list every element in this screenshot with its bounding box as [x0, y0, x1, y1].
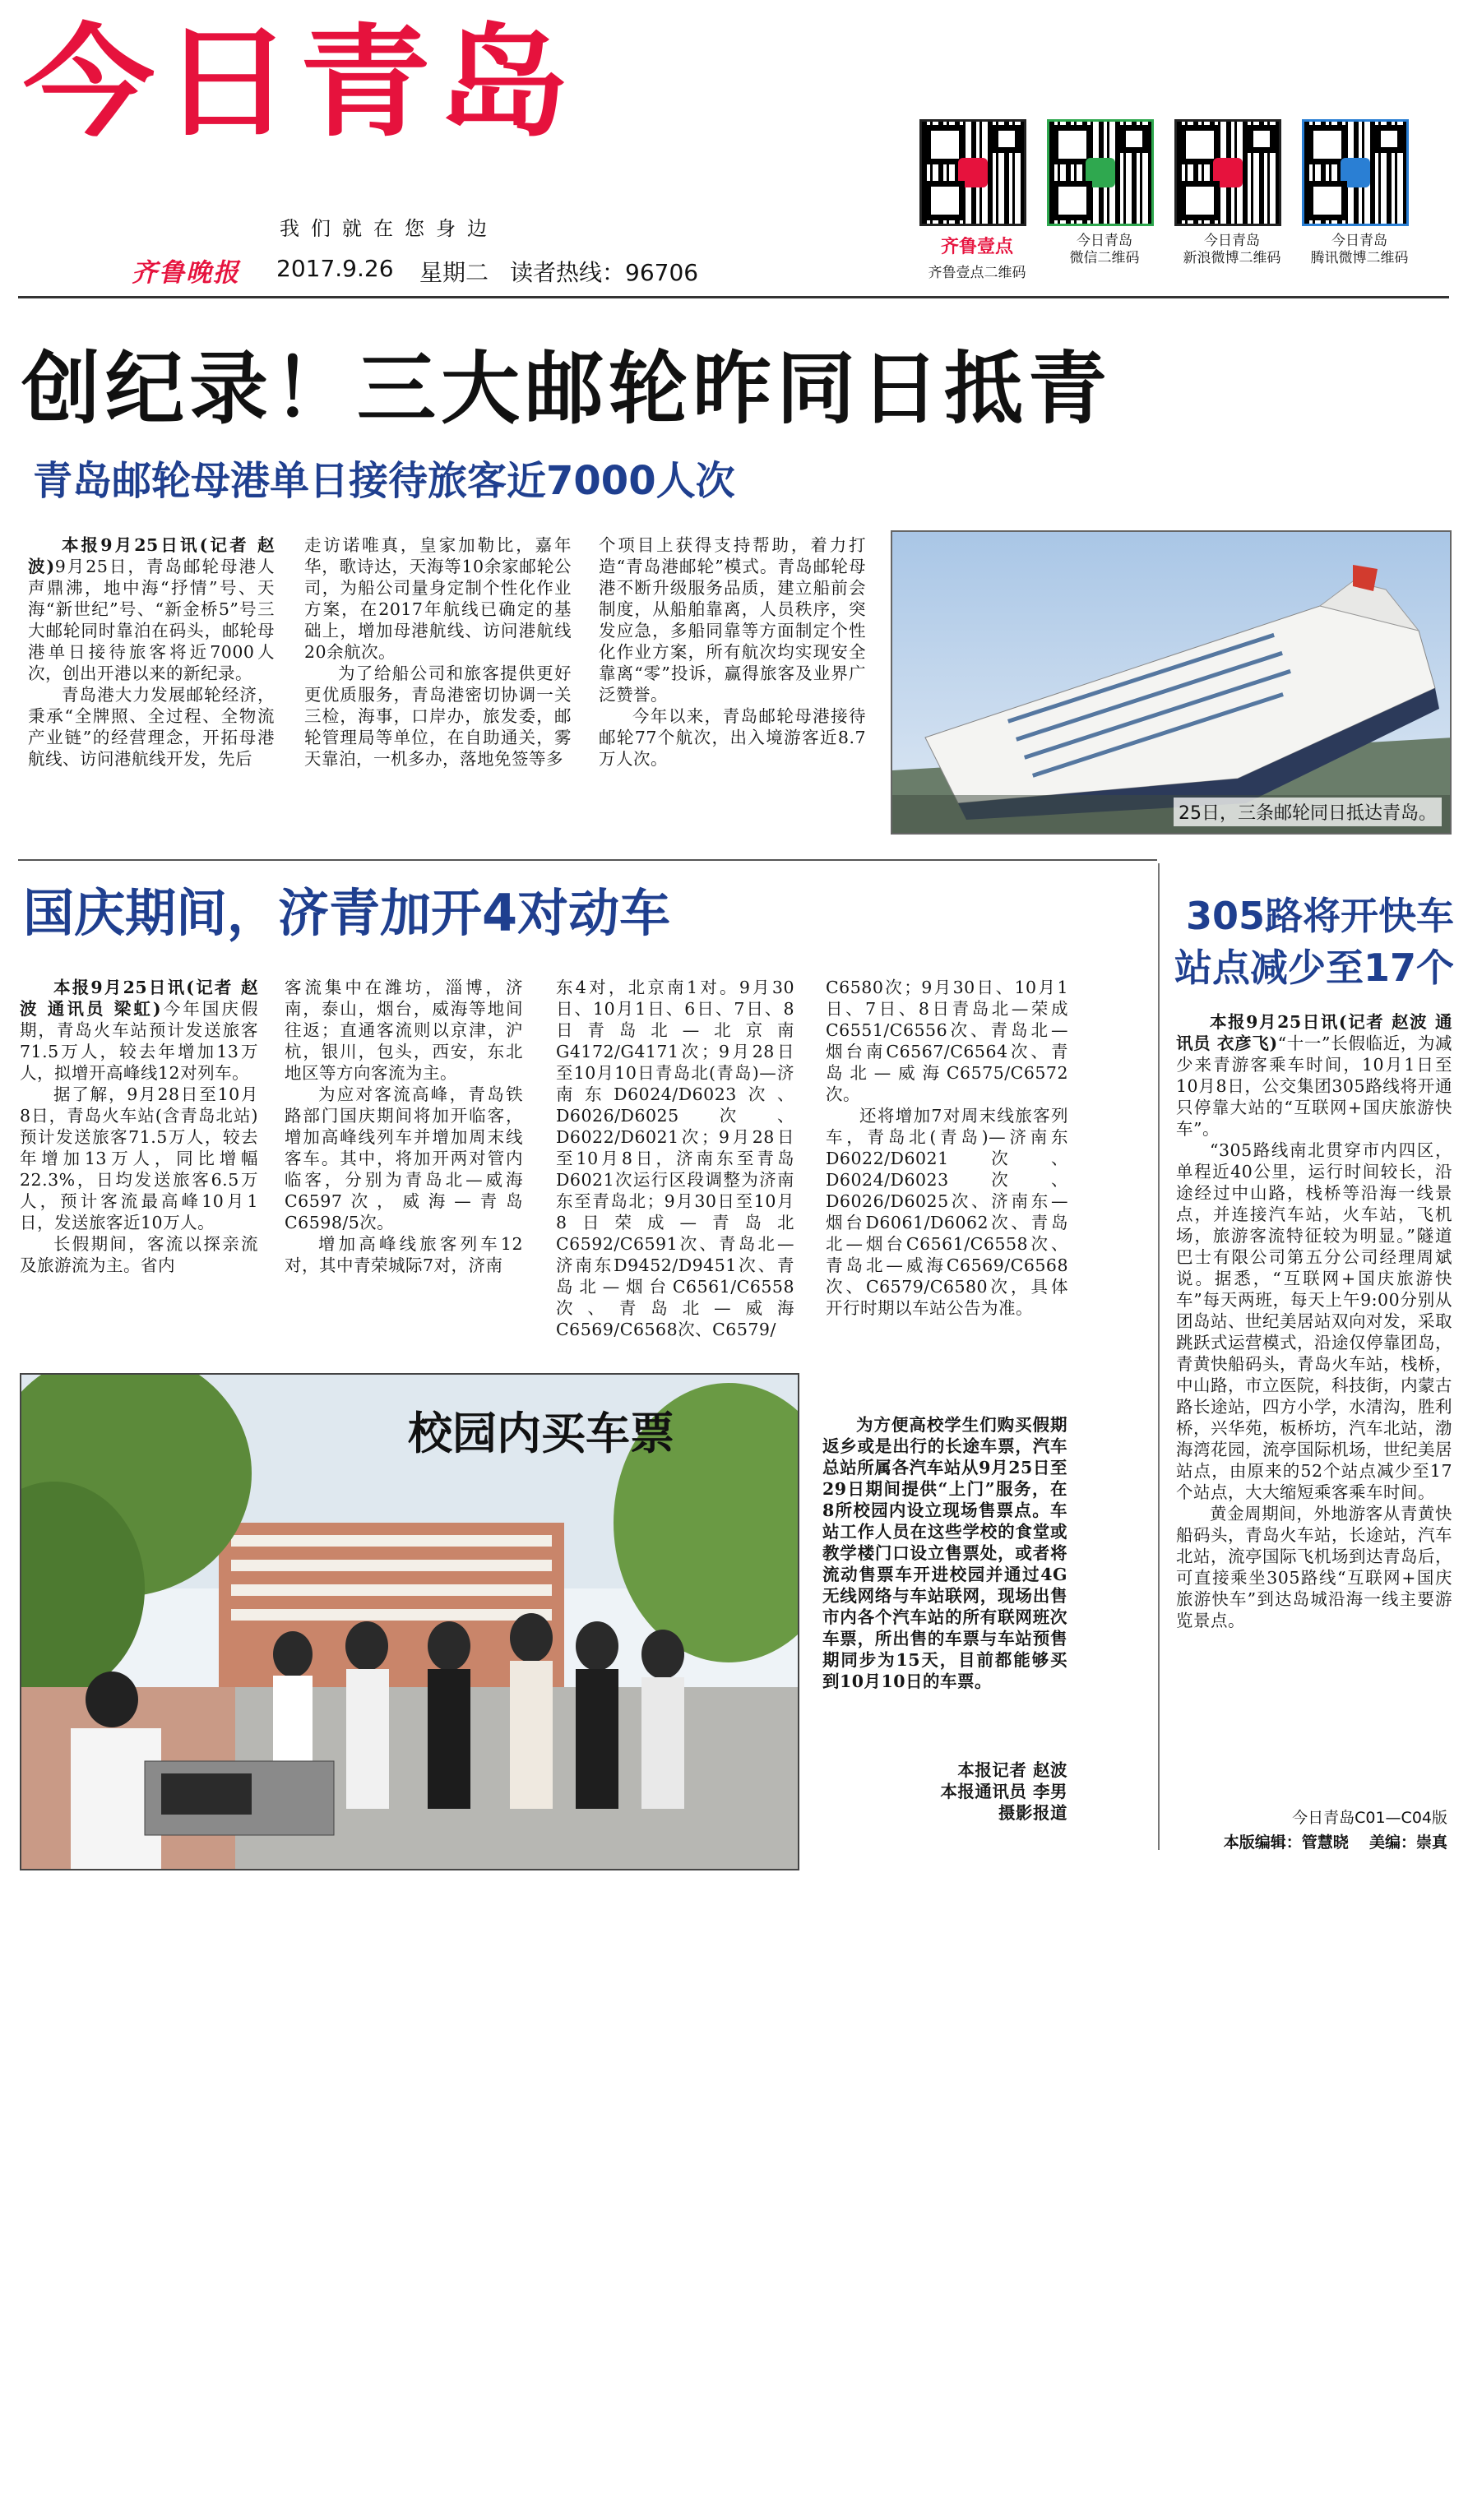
qr-block-tencent-weibo[interactable]	[1302, 119, 1417, 267]
story2-paragraph: 增加高峰线旅客列车12对，其中青荣城际7对，济南	[285, 1234, 523, 1275]
story2-column-1	[20, 977, 258, 1276]
masthead-divider	[18, 296, 1449, 298]
right-column-divider	[1158, 863, 1160, 1850]
qr-caption: 今日青岛 腾讯微博二维码	[1310, 233, 1409, 266]
story1-column-3	[599, 534, 866, 770]
qr-caption: 齐鲁壹点二维码	[928, 265, 1026, 281]
story2-paragraph: 据了解，9月28日至10月8日，青岛火车站(含青岛北站)预计发送旅客71.5万人，较去年增加13万人，同比增幅22.3%，日均发送旅客6.5万人，预计客流最高峰10月1日，发送旅客近10万人。	[20, 1084, 258, 1232]
story2-paragraph: 今年国庆假期，青岛火车站预计发送旅客71.5万人，较去年增加13万人，拟增开高峰线12对列车。	[20, 999, 258, 1083]
qr-brand: 齐鲁壹点	[940, 237, 1013, 257]
story2-dateline: 本报9月25日讯(记者 赵波 通讯员 梁虹)	[20, 978, 258, 1019]
story1-paragraph: 青岛港大力发展邮轮经济，秉承“全牌照、全过程、全物流产业链”的经营理念，开拓母港航线、访问港航线开发，先后	[28, 685, 275, 769]
footer-pages: 今日青岛C01—C04版	[1292, 1809, 1447, 1827]
footer-credits	[1110, 1830, 1447, 1852]
story4-text: 为方便高校学生们购买假期返乡或是出行的长途车票，汽车总站所属各汽车站从9月25日至29日期间提供“上门”服务，在8所校园内设立现场售票点。车站工作人员在这些学校的食堂或教学楼门口设立售票处，或者将流动售票车开进校园并通过4G无线网络与车站联网，现场出售市内各个汽车站的所有联网班次车票，所出售的车票与车站预售期同步为15天，目前都能够买到10月10日的车票。	[822, 1415, 1067, 1691]
qr-caption: 今日青岛 微信二维码	[1069, 233, 1140, 266]
qr-block-sina-weibo[interactable]	[1174, 119, 1290, 267]
qr-caption: 今日青岛 新浪微博二维码	[1183, 233, 1281, 266]
section-divider	[18, 859, 1157, 861]
story1-dateline: 本报9月25日讯(记者 赵波)	[28, 535, 275, 576]
story1-column-1	[28, 534, 275, 770]
story3-paragraph: 黄金周期间，外地游客从青黄快船码头，青岛火车站，长途站，汽车北站，流亭国际飞机场到达青岛后，可直接乘坐305路线“互联网+国庆旅游快车”到达岛城沿海一线主要游览景点。	[1176, 1504, 1452, 1630]
story4-photo-title: 校园内买车票	[408, 1408, 674, 1459]
story3-dateline: 本报9月25日讯(记者 赵波 通讯员 衣彦飞)	[1176, 1012, 1452, 1053]
story1-subhead: 青岛邮轮母港单日接待旅客近7000人次	[33, 458, 735, 504]
qr-block-qilu[interactable]	[919, 119, 1035, 282]
qr-code-icon	[919, 119, 1026, 226]
story2-column-3	[556, 977, 794, 1340]
story3-headline-line2: 站点减少至17个	[1174, 946, 1454, 990]
footer-designer: 美编：崇真	[1368, 1833, 1447, 1852]
masthead-title: 今日青岛	[23, 12, 577, 154]
story2-column-2	[285, 977, 523, 1276]
story3-headline-line1: 305路将开快车	[1185, 894, 1454, 938]
story2-paragraph: C6580次；9月30日、10月1日、7日、8日青岛北—荣成C6551/C6556次、青岛北—烟台南C6567/C6564次、青岛北—威海C6575/C6572次。	[826, 978, 1068, 1104]
story1-headline: 创纪录！三大邮轮昨同日抵青	[21, 343, 1112, 435]
cruise-ship-illustration	[892, 532, 1452, 835]
story1-paragraph: 走访诺唯真，皇家加勒比，嘉年华，歌诗达，天海等10余家邮轮公司，为船公司量身定制个性化作业方案，在2017年航线已确定的基础上，增加母港航线、访问港航线20余航次。	[304, 535, 572, 662]
story4-credits	[822, 1759, 1067, 1824]
masthead-date: 2017.9.26	[276, 255, 394, 282]
masthead-hotline: 读者热线：96706	[510, 259, 699, 286]
footer-editor: 本版编辑：管慧晓	[1223, 1833, 1349, 1852]
story4-campus-photo	[20, 1373, 799, 1870]
qr-code-icon	[1047, 119, 1154, 226]
masthead-slogan: 我们就在您身边	[280, 217, 498, 240]
story1-photo-caption: 25日，三条邮轮同日抵达青岛。	[1174, 798, 1442, 826]
story2-headline: 国庆期间，济青加开4对动车	[23, 883, 671, 943]
story2-paragraph: 还将增加7对周末线旅客列车，青岛北(青岛)—济南东D6022/D6021次、D6024/D6023次、D6026/D6025次、济南东—烟台D6061/D6062次、青岛北—烟台C6561/C6558次、青岛北—威海C6569/C6568次、C6579/C6580次，具体开行时期以车站公告为准。	[826, 1106, 1068, 1318]
qr-code-icon	[1302, 119, 1409, 226]
story4-credit-photo: 摄影报道	[998, 1803, 1067, 1823]
story4-credit-correspondent: 本报通讯员 李男	[940, 1782, 1067, 1801]
story2-paragraph: 客流集中在潍坊，淄博，济南，泰山，烟台，威海等地间往返；直通客流则以京津，沪杭，银川，包头，西安，东北地区等方向客流为主。	[285, 978, 523, 1083]
qr-code-icon	[1174, 119, 1281, 226]
story2-paragraph: 长假期间，客流以探亲流及旅游流为主。省内	[20, 1234, 258, 1275]
story1-column-2	[304, 534, 572, 770]
story3-column	[1176, 1011, 1452, 1631]
story1-cruise-photo	[891, 530, 1452, 835]
story1-paragraph: 为了给船公司和旅客提供更好更优质服务，青岛港密切协调一关三检，海事，口岸办，旅发委，邮轮管理局等单位，在自助通关，雾天靠泊，一机多办，落地免签等多	[304, 664, 572, 769]
story2-paragraph: 为应对客流高峰，青岛铁路部门国庆期间将加开临客，增加高峰线列车并增加周末线客车。其中，将加开两对管内临客，分别为青岛北—威海C6597次，威海—青岛C6598/5次。	[285, 1084, 523, 1232]
story1-paragraph: 9月25日，青岛邮轮母港人声鼎沸，地中海“抒情”号、天海“新世纪”号、“新金桥5”号三大邮轮同时靠泊在码头，邮轮母港单日接待旅客将近7000人次，创出开港以来的新纪录。	[28, 557, 275, 683]
masthead-weekday: 星期二	[419, 259, 489, 286]
story4-credit-reporter: 本报记者 赵波	[957, 1760, 1067, 1780]
story2-column-4	[826, 977, 1068, 1319]
masthead-paper-logo: 齐鲁晚报	[132, 258, 240, 288]
story2-paragraph: 东4对，北京南1对。9月30日、10月1日、6日、7日、8日青岛北—北京南G4172/G4171次；9月28日至10月10日青岛北(青岛)—济南东D6024/D6023次、D6026/D6025次、D6022/D6021次；9月28日至10月8日，济南东至青岛D6021次运行区段调整为济南东至青岛北；9月30日至10月8日荣成—青岛北C6592/C6591次、青岛北—济南东D9452/D9451次、青岛北—烟台C6561/C6558次、青岛北—威海C6569/C6568次、C6579/	[556, 978, 794, 1339]
story1-paragraph: 今年以来，青岛邮轮母港接待邮轮77个航次，出入境游客近8.7万人次。	[599, 706, 866, 769]
qr-block-wechat[interactable]	[1047, 119, 1162, 267]
story3-paragraph: “十一”长假临近，为减少来青游客乘车时间，10月1日至10月8日，公交集团305路线将开通只停靠大站的“互联网+国庆旅游快车”。	[1176, 1033, 1452, 1139]
story3-paragraph: “305路线南北贯穿市内四区，单程近40公里，运行时间较长，沿途经过中山路，栈桥等沿海一线景点，并连接汽车站，火车站，飞机场，旅游客流特征较为明显。”隧道巴士有限公司第五分公司经理周斌说。据悉，“互联网+国庆旅游快车”每天两班，每天上午9:00分别从团岛站、世纪美居站双向对发，采取跳跃式运营模式，沿途仅停靠团岛，青黄快船码头，青岛火车站，栈桥，中山路，市立医院，科技街，内蒙古路长途站，四方小学，水清沟，胜利桥，兴华苑，板桥坊，汽车北站，渤海湾花园，流亭国际机场，世纪美居站点，由原来的52个站点减少至17个站点，大大缩短乘客乘车时间。	[1176, 1140, 1452, 1502]
story1-paragraph: 个项目上获得支持帮助，着力打造“青岛港邮轮”模式。青岛邮轮母港不断升级服务品质，建立船前会制度，从船舶靠离，人员秩序，突发应急，多船同靠等方面制定个性化作业方案，所有航次均实现安全靠离“零”投诉，赢得旅客及业界广泛赞誉。	[599, 535, 866, 705]
